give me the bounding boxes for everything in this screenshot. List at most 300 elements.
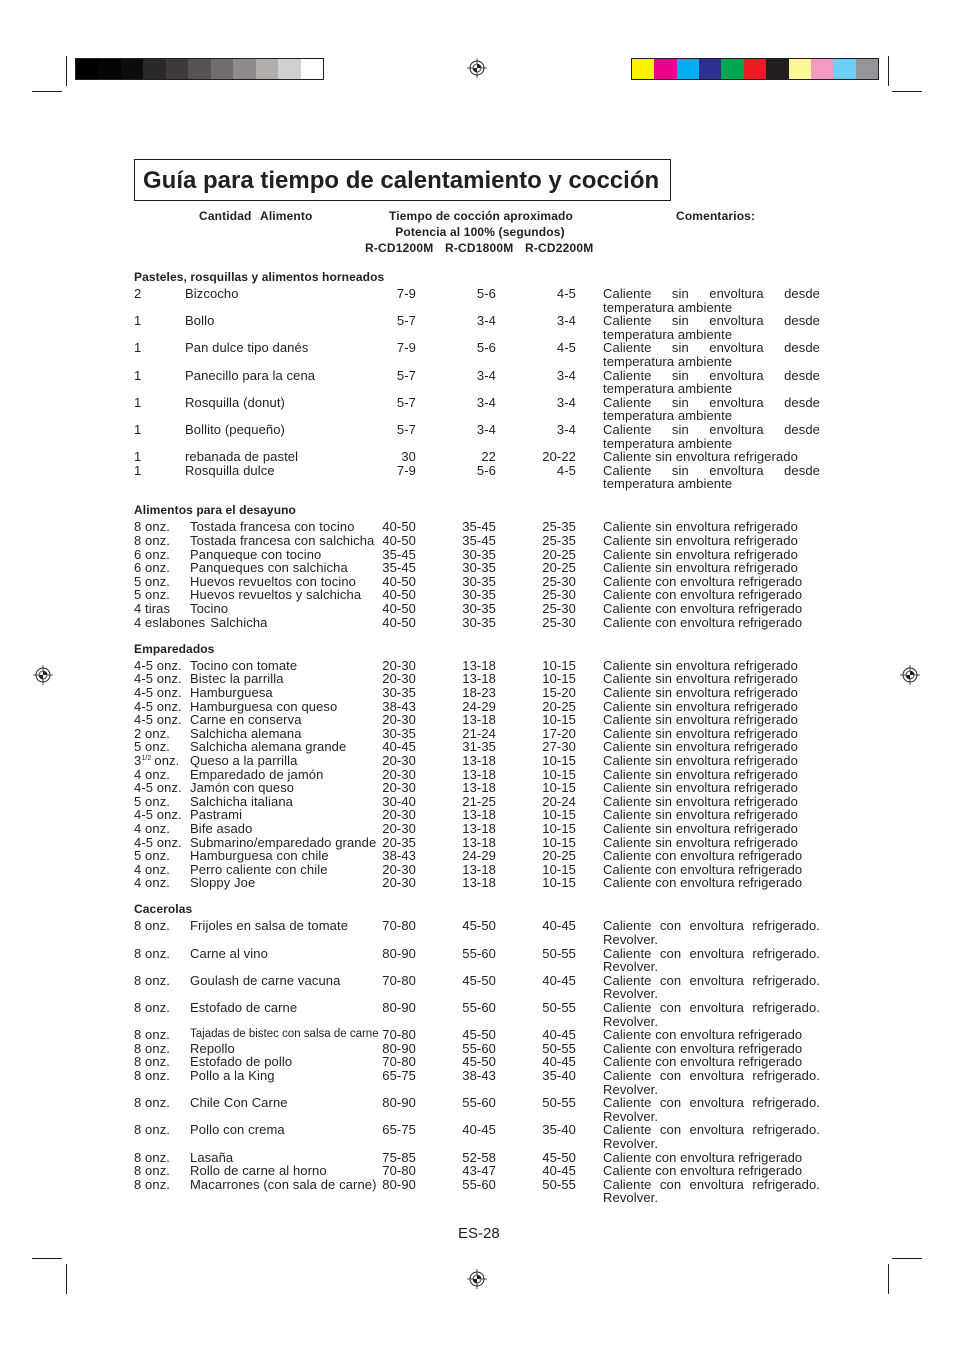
quantity <box>134 754 190 768</box>
time-r-cd1800m: 5-6 <box>476 462 496 478</box>
comment: Caliente sin envoltura refrigerado <box>603 560 798 576</box>
time-r-cd2200m: 25-35 <box>542 519 576 535</box>
table-row <box>134 795 820 809</box>
comment: Caliente sin envoltura refrigerado <box>603 780 798 796</box>
comment: Caliente sin envoltura refrigerado <box>603 449 798 465</box>
food-name: Sloppy Joe <box>190 875 256 891</box>
time-r-cd2200m: 20-25 <box>542 546 576 562</box>
quantity-food-cell <box>134 561 380 575</box>
quantity-value: 8 onz. <box>134 533 171 549</box>
quantity-value: 8 onz. <box>134 1122 171 1138</box>
time-r-cd1200m: 70-80 <box>382 1027 416 1043</box>
food-name: Bizcocho <box>185 285 239 301</box>
time-r-cd2200m: 35-40 <box>542 1122 576 1138</box>
quantity <box>134 974 190 1001</box>
quantity <box>134 1164 190 1178</box>
table-row <box>134 686 820 700</box>
comment: Caliente con envoltura refrigerado. Revolver. <box>603 1176 820 1206</box>
food-name: Goulash de carne vacuna <box>190 972 341 988</box>
time-r-cd1800m: 3-4 <box>476 367 496 383</box>
grayscale-swatch <box>211 59 233 79</box>
quantity-value: 4-5 onz. <box>134 698 182 714</box>
time-r-cd1800m: 31-35 <box>462 739 496 755</box>
comment: Caliente sin envoltura refrigerado <box>603 820 798 836</box>
table-row <box>134 1069 820 1096</box>
time-r-cd1200m: 70-80 <box>382 918 416 934</box>
color-swatch <box>833 59 855 79</box>
quantity-value: 1 <box>134 394 142 410</box>
food-name: Estofado de carne <box>190 1000 298 1016</box>
comment: Caliente sin envoltura desde temperatura ambiente <box>603 285 820 315</box>
time-r-cd1200m: 40-50 <box>382 601 416 617</box>
table-row <box>134 919 820 946</box>
quantity-food-cell <box>134 602 380 616</box>
registration-mark-icon <box>467 58 487 78</box>
time-r-cd2200m: 25-30 <box>542 601 576 617</box>
quantity <box>134 919 190 946</box>
time-r-cd1200m: 20-30 <box>382 875 416 891</box>
food-name: Pastrami <box>190 807 243 823</box>
time-r-cd1800m: 30-35 <box>462 546 496 562</box>
time-r-cd2200m: 40-45 <box>542 1163 576 1179</box>
quantity-food-cell <box>134 314 380 341</box>
time-r-cd1200m: 40-50 <box>382 587 416 603</box>
food-name: Panqueques con salchicha <box>190 560 348 576</box>
quantity-value: 4 onz. <box>134 820 171 836</box>
quantity-food-cell <box>134 396 380 423</box>
quantity <box>134 1151 190 1165</box>
quantity-food-cell <box>134 1123 380 1150</box>
quantity-value: 4-5 onz. <box>134 807 182 823</box>
quantity <box>134 863 190 877</box>
crop-mark <box>32 91 62 92</box>
quantity-food-cell <box>134 423 380 450</box>
time-r-cd2200m: 10-15 <box>542 834 576 850</box>
food-name: Hamburguesa <box>190 684 273 700</box>
quantity-food-cell <box>134 534 380 548</box>
time-r-cd2200m: 50-55 <box>542 945 576 961</box>
table-row <box>134 781 820 795</box>
quantity <box>134 588 190 602</box>
table-row <box>134 672 820 686</box>
quantity-value: 6 onz. <box>134 560 171 576</box>
quantity-food-cell <box>134 700 380 714</box>
food-name: Pan dulce tipo danés <box>185 340 309 356</box>
comment: Caliente con envoltura refrigerado <box>603 1163 803 1179</box>
model-headers <box>365 240 605 256</box>
comment: Caliente con envoltura refrigerado <box>603 587 803 603</box>
table-row <box>134 768 820 782</box>
time-r-cd1200m: 40-50 <box>382 573 416 589</box>
comment: Caliente sin envoltura desde temperatura ambiente <box>603 421 820 451</box>
table-row <box>134 1151 820 1165</box>
food-name: Pollo con crema <box>190 1122 285 1138</box>
section-title: Pasteles, rosquillas y alimentos horneados <box>134 270 385 284</box>
comment: Caliente sin envoltura refrigerado <box>603 519 798 535</box>
food-name: Lasaña <box>190 1149 234 1165</box>
table-row <box>134 1001 820 1028</box>
quantity-value: 8 onz. <box>134 945 171 961</box>
quantity-value: 5 onz. <box>134 739 171 755</box>
quantity-value: 6 onz. <box>134 546 171 562</box>
color-swatch <box>677 59 699 79</box>
quantity-food-cell <box>134 464 380 491</box>
table-row <box>134 754 820 768</box>
comment: Caliente con envoltura refrigerado. Revolver. <box>603 945 820 975</box>
time-r-cd1200m: 20-35 <box>382 834 416 850</box>
time-r-cd1800m: 43-47 <box>462 1163 496 1179</box>
time-r-cd1200m: 70-80 <box>382 1163 416 1179</box>
time-r-cd1800m: 13-18 <box>462 807 496 823</box>
time-r-cd1800m: 52-58 <box>462 1149 496 1165</box>
time-r-cd1200m: 30-40 <box>382 793 416 809</box>
comment: Caliente sin envoltura refrigerado <box>603 671 798 687</box>
time-r-cd2200m: 10-15 <box>542 712 576 728</box>
page-number: ES-28 <box>458 1225 500 1242</box>
comment: Caliente con envoltura refrigerado. Revolver. <box>603 1000 820 1029</box>
quantity <box>134 768 190 782</box>
crop-mark <box>32 1258 62 1259</box>
time-r-cd1800m: 13-18 <box>462 875 496 891</box>
quantity <box>134 450 185 464</box>
time-r-cd2200m: 3-4 <box>556 421 576 437</box>
table-row <box>134 616 820 630</box>
time-r-cd1200m: 70-80 <box>382 972 416 988</box>
grayscale-swatch <box>188 59 210 79</box>
quantity <box>134 341 185 368</box>
registration-mark-icon <box>33 665 53 685</box>
quantity-value: 8 onz. <box>134 1068 171 1083</box>
quantity-value: 4 tiras <box>134 601 171 617</box>
quantity-value: 8 onz. <box>134 972 171 988</box>
food-name: Tostada francesa con tocino <box>190 519 355 535</box>
quantity-food-cell <box>134 1001 380 1028</box>
time-r-cd1200m: 80-90 <box>382 1040 416 1056</box>
section-title: Cacerolas <box>134 902 193 917</box>
time-r-cd1200m: 35-45 <box>382 560 416 576</box>
time-r-cd2200m: 20-24 <box>542 793 576 809</box>
grayscale-swatch <box>121 59 143 79</box>
time-r-cd1200m: 80-90 <box>382 1095 416 1111</box>
time-r-cd2200m: 50-55 <box>542 1000 576 1016</box>
time-r-cd1200m: 20-30 <box>382 861 416 877</box>
table-row <box>134 700 820 714</box>
grayscale-swatch <box>143 59 165 79</box>
crop-mark <box>888 1264 889 1294</box>
grayscale-swatch <box>233 59 255 79</box>
time-r-cd2200m: 10-15 <box>542 875 576 891</box>
table-row <box>134 534 820 548</box>
quantity-value: 1 <box>134 449 142 465</box>
quantity <box>134 314 185 341</box>
quantity-value: 1 <box>134 313 142 329</box>
comment: Caliente sin envoltura refrigerado <box>603 834 798 850</box>
time-r-cd1800m: 3-4 <box>476 394 496 410</box>
quantity-value: 1 <box>134 367 142 383</box>
comment: Caliente sin envoltura desde temperatura ambiente <box>603 394 820 424</box>
table-row <box>134 947 820 974</box>
time-r-cd1800m: 18-23 <box>462 684 496 700</box>
quantity-food-cell <box>134 659 380 673</box>
food-name: Panqueque con tocino <box>190 546 322 562</box>
quantity-food-cell <box>134 740 380 754</box>
time-r-cd1800m: 45-50 <box>462 918 496 934</box>
quantity <box>134 1069 190 1096</box>
table-row <box>134 369 820 396</box>
title-box <box>134 159 671 201</box>
quantity-food-cell <box>134 1055 380 1069</box>
quantity <box>134 287 185 314</box>
time-r-cd1200m: 20-30 <box>382 766 416 782</box>
model-label: R-CD1200M <box>365 241 434 255</box>
grayscale-color-bar <box>75 58 324 80</box>
quantity-column-header: Cantidad <box>199 209 252 223</box>
quantity <box>134 464 185 491</box>
quantity-food-cell <box>134 727 380 741</box>
color-swatch <box>699 59 721 79</box>
time-r-cd2200m: 45-50 <box>542 1149 576 1165</box>
table-row <box>134 450 820 464</box>
time-r-cd2200m: 10-15 <box>542 807 576 823</box>
time-r-cd1200m: 40-50 <box>382 519 416 535</box>
quantity-value: 4-5 onz. <box>134 671 182 687</box>
comment: Caliente sin envoltura refrigerado <box>603 546 798 562</box>
quantity-food-cell <box>134 341 380 368</box>
page-title: Guía para tiempo de calentamiento y cocción <box>143 167 660 194</box>
time-r-cd1800m: 22 <box>481 449 496 465</box>
time-r-cd2200m: 10-15 <box>542 657 576 673</box>
time-r-cd1800m: 30-35 <box>462 560 496 576</box>
time-r-cd1200m: 80-90 <box>382 1176 416 1192</box>
quantity-value: 8 onz. <box>134 1054 171 1070</box>
quantity <box>134 876 190 890</box>
grayscale-swatch <box>301 59 323 79</box>
table-row <box>134 876 820 890</box>
table-row <box>134 588 820 602</box>
time-r-cd1800m: 30-35 <box>462 573 496 589</box>
time-r-cd1200m: 7-9 <box>396 462 416 478</box>
comment: Caliente con envoltura refrigerado <box>603 614 803 630</box>
time-r-cd1800m: 13-18 <box>462 657 496 673</box>
time-r-cd1200m: 20-30 <box>382 807 416 823</box>
time-r-cd1200m: 80-90 <box>382 945 416 961</box>
quantity <box>134 1096 190 1123</box>
food-name: Salchicha alemana grande <box>190 739 347 755</box>
time-r-cd1200m: 80-90 <box>382 1000 416 1016</box>
comment: Caliente sin envoltura refrigerado <box>603 698 798 714</box>
comment: Caliente sin envoltura refrigerado <box>603 793 798 809</box>
quantity-food-cell <box>134 287 380 314</box>
quantity-food-cell <box>134 369 380 396</box>
time-r-cd2200m: 10-15 <box>542 861 576 877</box>
time-r-cd1200m: 5-7 <box>396 421 416 437</box>
quantity <box>134 822 190 836</box>
color-swatch <box>721 59 743 79</box>
quantity-food-cell <box>134 808 380 822</box>
time-r-cd1800m: 24-29 <box>462 698 496 714</box>
time-r-cd1200m: 40-45 <box>382 739 416 755</box>
quantity-food-cell <box>134 876 380 890</box>
quantity <box>134 1042 190 1056</box>
food-name: Rosquilla (donut) <box>185 394 285 410</box>
time-r-cd1800m: 55-60 <box>462 1176 496 1192</box>
quantity-food-cell <box>134 713 380 727</box>
crop-mark <box>892 1258 922 1259</box>
comment: Caliente con envoltura refrigerado <box>603 1054 803 1070</box>
time-r-cd2200m: 40-45 <box>542 918 576 934</box>
table-row <box>134 520 820 534</box>
quantity-food-cell <box>134 575 380 589</box>
table-row <box>134 548 820 562</box>
quantity-food-cell <box>134 974 380 1001</box>
quantity-value: 3 <box>134 752 142 768</box>
quantity-value: 2 <box>134 285 142 301</box>
quantity-food-cell <box>134 947 380 974</box>
quantity <box>134 396 185 423</box>
time-r-cd2200m: 40-45 <box>542 972 576 988</box>
time-r-cd2200m: 4-5 <box>556 340 576 356</box>
time-r-cd1800m: 30-35 <box>462 614 496 630</box>
crop-mark <box>66 1264 67 1294</box>
quantity <box>134 836 190 850</box>
time-r-cd1800m: 5-6 <box>476 285 496 301</box>
table-row <box>134 464 820 491</box>
quantity-food-cell <box>134 1151 380 1165</box>
table-row <box>134 822 820 836</box>
quantity <box>134 849 190 863</box>
quantity-food-cell <box>134 672 380 686</box>
quantity <box>134 808 190 822</box>
table-row <box>134 1055 820 1069</box>
quantity-food-cell <box>134 1069 380 1096</box>
comment: Caliente sin envoltura refrigerado <box>603 807 798 823</box>
time-r-cd1800m: 13-18 <box>462 861 496 877</box>
quantity <box>134 520 190 534</box>
time-r-cd1800m: 3-4 <box>476 313 496 329</box>
food-name: Bistec la parrilla <box>190 671 284 687</box>
time-r-cd1200m: 70-80 <box>382 1054 416 1070</box>
quantity-value: 4 onz. <box>134 875 171 891</box>
food-name: Bollo <box>185 313 215 329</box>
time-r-cd1800m: 35-45 <box>462 519 496 535</box>
quantity <box>134 659 190 673</box>
table-row <box>134 727 820 741</box>
food-name: Bollito (pequeño) <box>185 421 285 437</box>
comment: Caliente con envoltura refrigerado <box>603 848 803 864</box>
quantity <box>134 561 190 575</box>
quantity <box>134 781 190 795</box>
table-row <box>134 808 820 822</box>
time-r-cd1200m: 5-7 <box>396 394 416 410</box>
quantity-food-cell <box>134 768 380 782</box>
time-r-cd1800m: 45-50 <box>462 1054 496 1070</box>
table-section <box>134 903 820 1204</box>
time-r-cd2200m: 4-5 <box>556 285 576 301</box>
cooking-guide-table <box>134 271 820 1205</box>
time-r-cd1800m: 38-43 <box>462 1068 496 1083</box>
time-r-cd1800m: 55-60 <box>462 1040 496 1056</box>
color-swatch <box>744 59 766 79</box>
comment: Caliente sin envoltura refrigerado <box>603 712 798 728</box>
table-section <box>134 504 820 629</box>
quantity-value: 8 onz. <box>134 1095 171 1111</box>
time-r-cd2200m: 25-30 <box>542 573 576 589</box>
food-column-header: Alimento <box>260 209 313 223</box>
food-name: Pollo a la King <box>190 1068 275 1083</box>
time-r-cd1800m: 55-60 <box>462 1095 496 1111</box>
quantity-value: 4-5 onz. <box>134 657 182 673</box>
food-name: Salchicha alemana <box>190 725 302 741</box>
time-r-cd2200m: 50-55 <box>542 1176 576 1192</box>
quantity-food-cell <box>134 754 380 768</box>
time-r-cd2200m: 40-45 <box>542 1027 576 1043</box>
table-row <box>134 659 820 673</box>
time-r-cd1200m: 65-75 <box>382 1068 416 1083</box>
quantity-value: 8 onz. <box>134 1176 171 1192</box>
comment: Caliente sin envoltura refrigerado <box>603 684 798 700</box>
time-r-cd1800m: 30-35 <box>462 601 496 617</box>
time-r-cd1200m: 20-30 <box>382 780 416 796</box>
time-r-cd2200m: 3-4 <box>556 313 576 329</box>
food-name: Tostada francesa con salchicha <box>190 533 375 549</box>
time-r-cd2200m: 10-15 <box>542 671 576 687</box>
comment: Caliente con envoltura refrigerado <box>603 601 803 617</box>
time-r-cd2200m: 20-25 <box>542 560 576 576</box>
time-r-cd2200m: 10-15 <box>542 766 576 782</box>
quantity-food-cell <box>134 1096 380 1123</box>
food-name: Panecillo para la cena <box>185 367 316 383</box>
table-section <box>134 271 820 491</box>
table-row <box>134 1178 820 1205</box>
table-row <box>134 1164 820 1178</box>
quantity <box>134 1055 190 1069</box>
time-r-cd1200m: 5-7 <box>396 313 416 329</box>
quantity <box>134 616 210 630</box>
time-r-cd1800m: 13-18 <box>462 780 496 796</box>
table-row <box>134 974 820 1001</box>
comment: Caliente sin envoltura desde temperatura ambiente <box>603 313 820 342</box>
food-name: Huevos revueltos y salchicha <box>190 587 362 603</box>
quantity <box>134 423 185 450</box>
time-r-cd1200m: 20-30 <box>382 820 416 836</box>
time-r-cd2200m: 50-55 <box>542 1095 576 1111</box>
time-r-cd1800m: 13-18 <box>462 820 496 836</box>
comment: Caliente sin envoltura refrigerado <box>603 752 798 768</box>
quantity <box>134 672 190 686</box>
quantity <box>134 740 190 754</box>
quantity <box>134 1028 190 1042</box>
time-r-cd2200m: 27-30 <box>542 739 576 755</box>
section-title: Alimentos para el desayuno <box>134 503 296 518</box>
grayscale-swatch <box>76 59 98 79</box>
table-row <box>134 1096 820 1123</box>
time-r-cd1200m: 5-7 <box>396 367 416 383</box>
comment: Caliente sin envoltura refrigerado <box>603 725 798 741</box>
table-row <box>134 423 820 450</box>
time-r-cd2200m: 20-25 <box>542 848 576 864</box>
food-name: Rosquilla dulce <box>185 462 275 478</box>
time-r-cd1800m: 21-25 <box>462 793 496 809</box>
time-r-cd2200m: 25-30 <box>542 614 576 630</box>
quantity-food-cell <box>134 1028 380 1042</box>
quantity-fraction: 1/2 <box>141 754 152 762</box>
model-label: R-CD1800M <box>445 241 514 255</box>
quantity-value: 1 <box>134 421 142 437</box>
grayscale-swatch <box>98 59 120 79</box>
quantity-value: 4 onz. <box>134 861 171 877</box>
comment: Caliente sin envoltura desde temperatura ambiente <box>603 462 820 492</box>
time-r-cd2200m: 10-15 <box>542 752 576 768</box>
